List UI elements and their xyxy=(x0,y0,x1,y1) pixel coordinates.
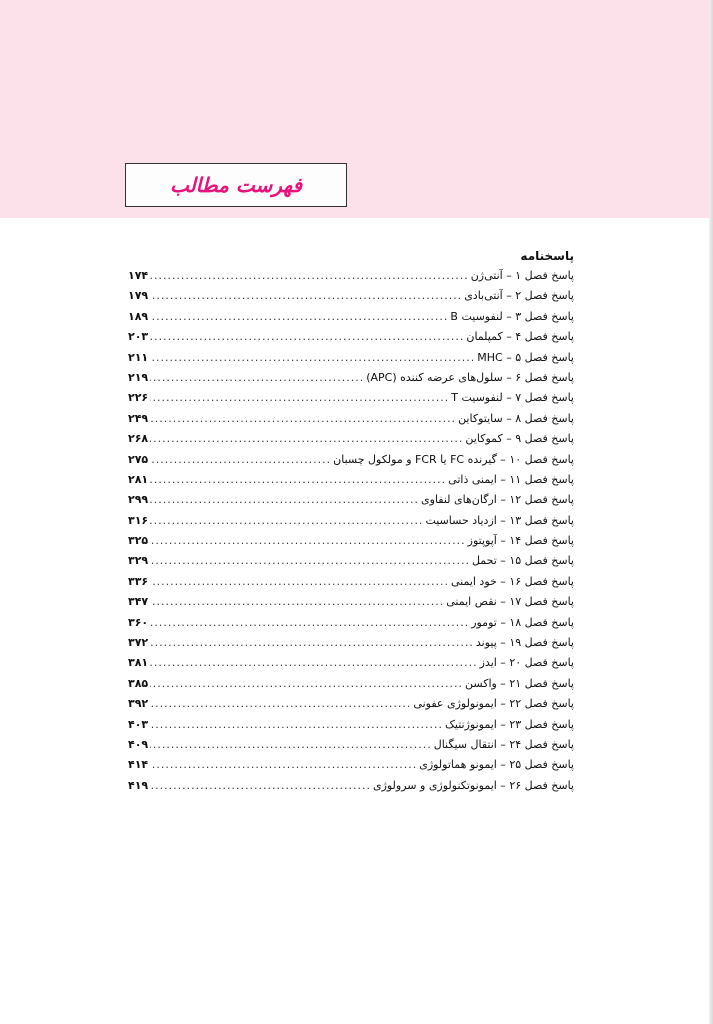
toc-entry-page-number: ۳۸۵ xyxy=(128,676,149,690)
toc-entry[interactable] xyxy=(128,409,574,429)
toc-entry[interactable] xyxy=(128,429,574,449)
toc-entry-label: پاسخ فصل ۷ – لنفوسیت T xyxy=(451,391,574,405)
toc-entry-label: پاسخ فصل ۹ – کموکاین xyxy=(465,432,574,446)
toc-entry-page-number: ۳۸۱ xyxy=(128,656,149,670)
toc-leader-dots xyxy=(150,388,449,408)
toc-leader-dots xyxy=(150,755,417,775)
toc-entry-page-number: ۳۷۲ xyxy=(128,636,149,650)
toc-entry-page-number: ۳۲۹ xyxy=(128,554,149,568)
toc-leader-dots xyxy=(150,429,463,449)
header-band xyxy=(0,0,713,218)
toc-entry-label: پاسخ فصل ۲ – آنتی‌بادی xyxy=(464,289,574,303)
toc-leader-dots xyxy=(150,531,465,551)
toc-entry-label: پاسخ فصل ۱۰ – گیرنده FC یا FCR و مولکول چسبان xyxy=(333,452,574,466)
toc-entry[interactable] xyxy=(128,286,574,306)
toc-entry-page-number: ۲۷۵ xyxy=(128,452,149,466)
toc-entry[interactable] xyxy=(128,735,574,755)
toc-entry-label: پاسخ فصل ۲۴ – انتقال سیگنال xyxy=(433,737,574,751)
toc-entry-label: پاسخ فصل ۱۶ – خود ایمنی xyxy=(450,574,574,588)
toc-entry[interactable] xyxy=(128,327,574,347)
toc-entry[interactable] xyxy=(128,572,574,592)
toc-entry-page-number: ۴۱۴ xyxy=(128,758,149,772)
toc-entry-label: پاسخ فصل ۲۱ – واکسن xyxy=(465,676,574,690)
toc-entry[interactable] xyxy=(128,633,574,653)
page-title: فهرست مطالب xyxy=(169,173,303,197)
toc-entry[interactable] xyxy=(128,511,574,531)
toc-leader-dots xyxy=(150,735,432,755)
toc-leader-dots xyxy=(150,450,331,470)
toc-entry-page-number: ۱۸۹ xyxy=(128,309,149,323)
toc-entry-label: پاسخ فصل ۵ – MHC xyxy=(477,350,574,364)
toc-entry-page-number: ۲۲۶ xyxy=(128,391,149,405)
toc-entry-page-number: ۴۰۹ xyxy=(128,737,149,751)
toc-entry-label: پاسخ فصل ۱۸ – تومور xyxy=(471,615,574,629)
toc-entry-label: پاسخ فصل ۴ – کمپلمان xyxy=(466,330,574,344)
toc-entry-page-number: ۲۱۹ xyxy=(128,370,149,384)
toc-entry-page-number: ۲۰۳ xyxy=(128,330,149,344)
toc-leader-dots xyxy=(150,266,469,286)
toc-entry[interactable] xyxy=(128,715,574,735)
toc-entry-page-number: ۳۴۷ xyxy=(128,595,149,609)
toc-leader-dots xyxy=(150,409,456,429)
toc-entry-page-number: ۳۶۰ xyxy=(128,615,149,629)
toc-leader-dots xyxy=(150,653,477,673)
toc-entry-label: پاسخ فصل ۱۱ – ایمنی ذاتی xyxy=(448,472,574,486)
toc-entry[interactable] xyxy=(128,674,574,694)
toc-leader-dots xyxy=(150,368,364,388)
toc-entry[interactable] xyxy=(128,348,574,368)
title-box xyxy=(125,163,347,207)
toc-entry-label: پاسخ فصل ۱۲ – ارگان‌های لنفاوی xyxy=(421,493,574,507)
toc-entry[interactable] xyxy=(128,388,574,408)
table-of-contents xyxy=(128,246,574,796)
toc-entry-label: پاسخ فصل ۳ – لنفوسیت B xyxy=(450,309,574,323)
page-edge-shadow xyxy=(709,0,713,1024)
toc-leader-dots xyxy=(150,694,411,714)
toc-leader-dots xyxy=(150,633,474,653)
toc-entry[interactable] xyxy=(128,307,574,327)
toc-leader-dots xyxy=(150,674,463,694)
toc-leader-dots xyxy=(150,592,444,612)
toc-leader-dots xyxy=(150,470,446,490)
toc-entry-page-number: ۱۷۴ xyxy=(128,269,149,282)
toc-leader-dots xyxy=(150,348,475,368)
toc-entry[interactable] xyxy=(128,551,574,571)
toc-entry-page-number: ۲۱۱ xyxy=(128,350,149,364)
toc-entry[interactable] xyxy=(128,450,574,470)
toc-entry-page-number: ۴۱۹ xyxy=(128,778,149,792)
toc-entry-page-number: ۱۷۹ xyxy=(128,289,149,303)
toc-entry-label: پاسخ فصل ۱۷ – نقص ایمنی xyxy=(446,595,574,609)
toc-leader-dots xyxy=(150,511,423,531)
toc-leader-dots xyxy=(150,613,469,633)
toc-entry-page-number: ۳۲۵ xyxy=(128,534,149,548)
toc-entry[interactable] xyxy=(128,694,574,714)
toc-entry-page-number: ۲۸۱ xyxy=(128,472,149,486)
toc-entry-page-number: ۲۹۹ xyxy=(128,493,149,507)
toc-entry-label: پاسخ فصل ۱۴ – آپوپتوز xyxy=(467,534,574,548)
toc-entry-page-number: ۳۱۶ xyxy=(128,513,149,527)
toc-entry-label: پاسخ فصل ۱۵ – تحمل xyxy=(471,554,574,568)
toc-entry-label: پاسخ فصل ۲۶ – ایمونوتکنولوژی و سرولوژی xyxy=(372,778,574,792)
toc-leader-dots xyxy=(150,327,464,347)
toc-leader-dots xyxy=(150,776,371,796)
toc-entry[interactable] xyxy=(128,653,574,673)
toc-entry[interactable] xyxy=(128,470,574,490)
toc-entry-label: پاسخ فصل ۱ – آنتی‌ژن xyxy=(470,269,574,282)
toc-entry[interactable] xyxy=(128,592,574,612)
toc-entry[interactable] xyxy=(128,776,574,796)
toc-entry-label: پاسخ فصل ۱۳ – ازدیاد حساسیت xyxy=(425,513,574,527)
toc-leader-dots xyxy=(150,286,462,306)
toc-entry-label: پاسخ فصل ۶ – سلول‌های عرضه کننده (APC) xyxy=(366,370,574,384)
toc-entry-label: پاسخ فصل ۱۹ – پیوند xyxy=(475,636,574,650)
toc-entry-label: پاسخ فصل ۸ – سایتوکاین xyxy=(458,411,574,425)
toc-leader-dots xyxy=(150,490,419,510)
toc-entry-page-number: ۴۰۳ xyxy=(128,717,149,731)
section-heading: پاسخنامه xyxy=(520,249,574,263)
toc-leader-dots xyxy=(150,715,443,735)
toc-entry-page-number: ۲۶۸ xyxy=(128,432,149,446)
toc-entry[interactable] xyxy=(128,755,574,775)
toc-entry-page-number: ۳۳۶ xyxy=(128,574,149,588)
toc-entry-label: پاسخ فصل ۲۲ – ایمونولوژی عفونی xyxy=(413,697,574,711)
toc-entry-label: پاسخ فصل ۲۰ – ایدز xyxy=(479,656,574,670)
toc-leader-dots xyxy=(150,307,448,327)
toc-entry-label: پاسخ فصل ۲۵ – ایمونو هماتولوژی xyxy=(419,758,574,772)
toc-entry[interactable] xyxy=(128,368,574,388)
toc-entry[interactable] xyxy=(128,490,574,510)
toc-entry[interactable] xyxy=(128,266,574,286)
toc-entry-page-number: ۲۴۹ xyxy=(128,411,149,425)
toc-leader-dots xyxy=(150,551,470,571)
toc-list xyxy=(128,266,574,796)
toc-entry[interactable] xyxy=(128,531,574,551)
toc-entry-label: پاسخ فصل ۲۳ – ایمونوژنتیک xyxy=(445,717,574,731)
toc-entry[interactable] xyxy=(128,613,574,633)
toc-entry-page-number: ۳۹۲ xyxy=(128,697,149,711)
toc-leader-dots xyxy=(150,572,449,592)
